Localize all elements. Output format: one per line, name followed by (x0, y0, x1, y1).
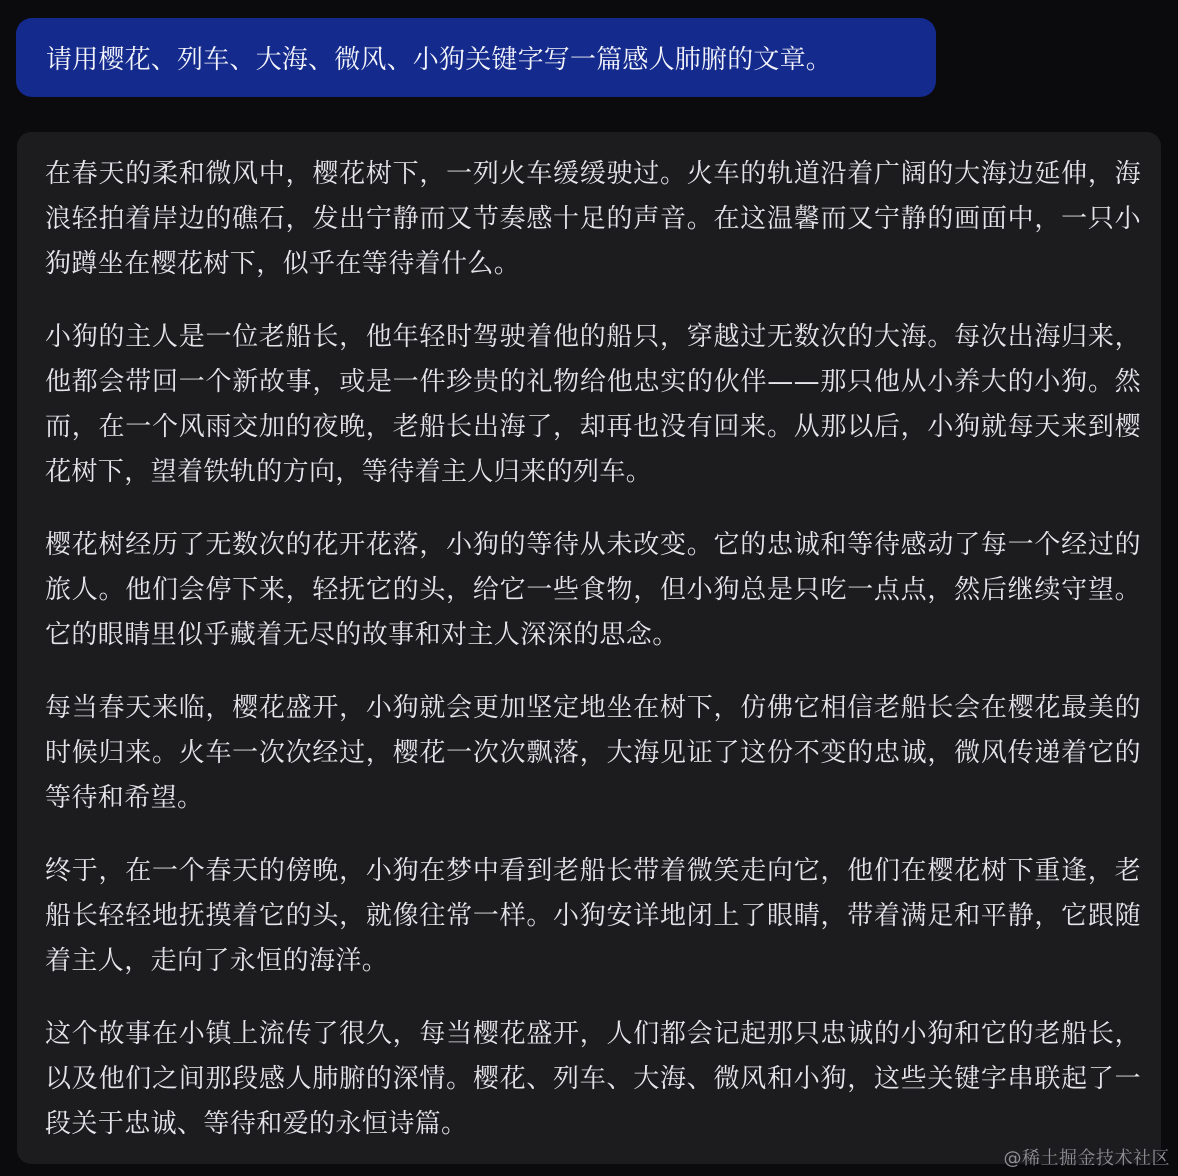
assistant-response-text (45, 152, 1141, 1175)
response-paragraph-4: 每当春天来临，樱花盛开，小狗就会更加坚定地坐在树下，仿佛它相信老船长会在樱花最美的时候归来。火车一次次经过，樱花一次次飘落，大海见证了这份不变的忠诚，微风传递着它的等待和希望。 (45, 693, 1141, 813)
response-paragraph-5: 终于，在一个春天的傍晚，小狗在梦中看到老船长带着微笑走向它，他们在樱花树下重逢，老船长轻轻地抚摸着它的头，就像往常一样。小狗安详地闭上了眼睛，带着满足和平静，它跟随着主人，走向了永恒的海洋。 (45, 856, 1141, 976)
response-paragraph-1: 在春天的柔和微风中，樱花树下，一列火车缓缓驶过。火车的轨道沿着广阔的大海边延伸，海浪轻拍着岸边的礁石，发出宁静而又节奏感十足的声音。在这温馨而又宁静的画面中，一只小狗蹲坐在樱花树下，似乎在等待着什么。 (45, 159, 1141, 279)
response-paragraph-6: 这个故事在小镇上流传了很久，每当樱花盛开，人们都会记起那只忠诚的小狗和它的老船长，以及他们之间那段感人肺腑的深情。樱花、列车、大海、微风和小狗，这些关键字串联起了一段关于忠诚、等待和爱的永恒诗篇。 (45, 1019, 1141, 1139)
user-message-bubble (16, 18, 936, 97)
response-paragraph-2: 小狗的主人是一位老船长，他年轻时驾驶着他的船只，穿越过无数次的大海。每次出海归来，他都会带回一个新故事，或是一件珍贵的礼物给他忠实的伙伴——那只他从小养大的小狗。然而，在一个风雨交加的夜晚，老船长出海了，却再也没有回来。从那以后，小狗就每天来到樱花树下，望着铁轨的方向，等待着主人归来的列车。 (45, 322, 1141, 487)
watermark: @稀土掘金技术社区 (1003, 1148, 1170, 1169)
user-message-text: 请用樱花、列车、大海、微风、小狗关键字写一篇感人肺腑的文章。 (46, 45, 833, 75)
response-paragraph-3: 樱花树经历了无数次的花开花落，小狗的等待从未改变。它的忠诚和等待感动了每一个经过的旅人。他们会停下来，轻抚它的头，给它一些食物，但小狗总是只吃一点点，然后继续守望。它的眼睛里似乎藏着无尽的故事和对主人深深的思念。 (45, 530, 1141, 650)
